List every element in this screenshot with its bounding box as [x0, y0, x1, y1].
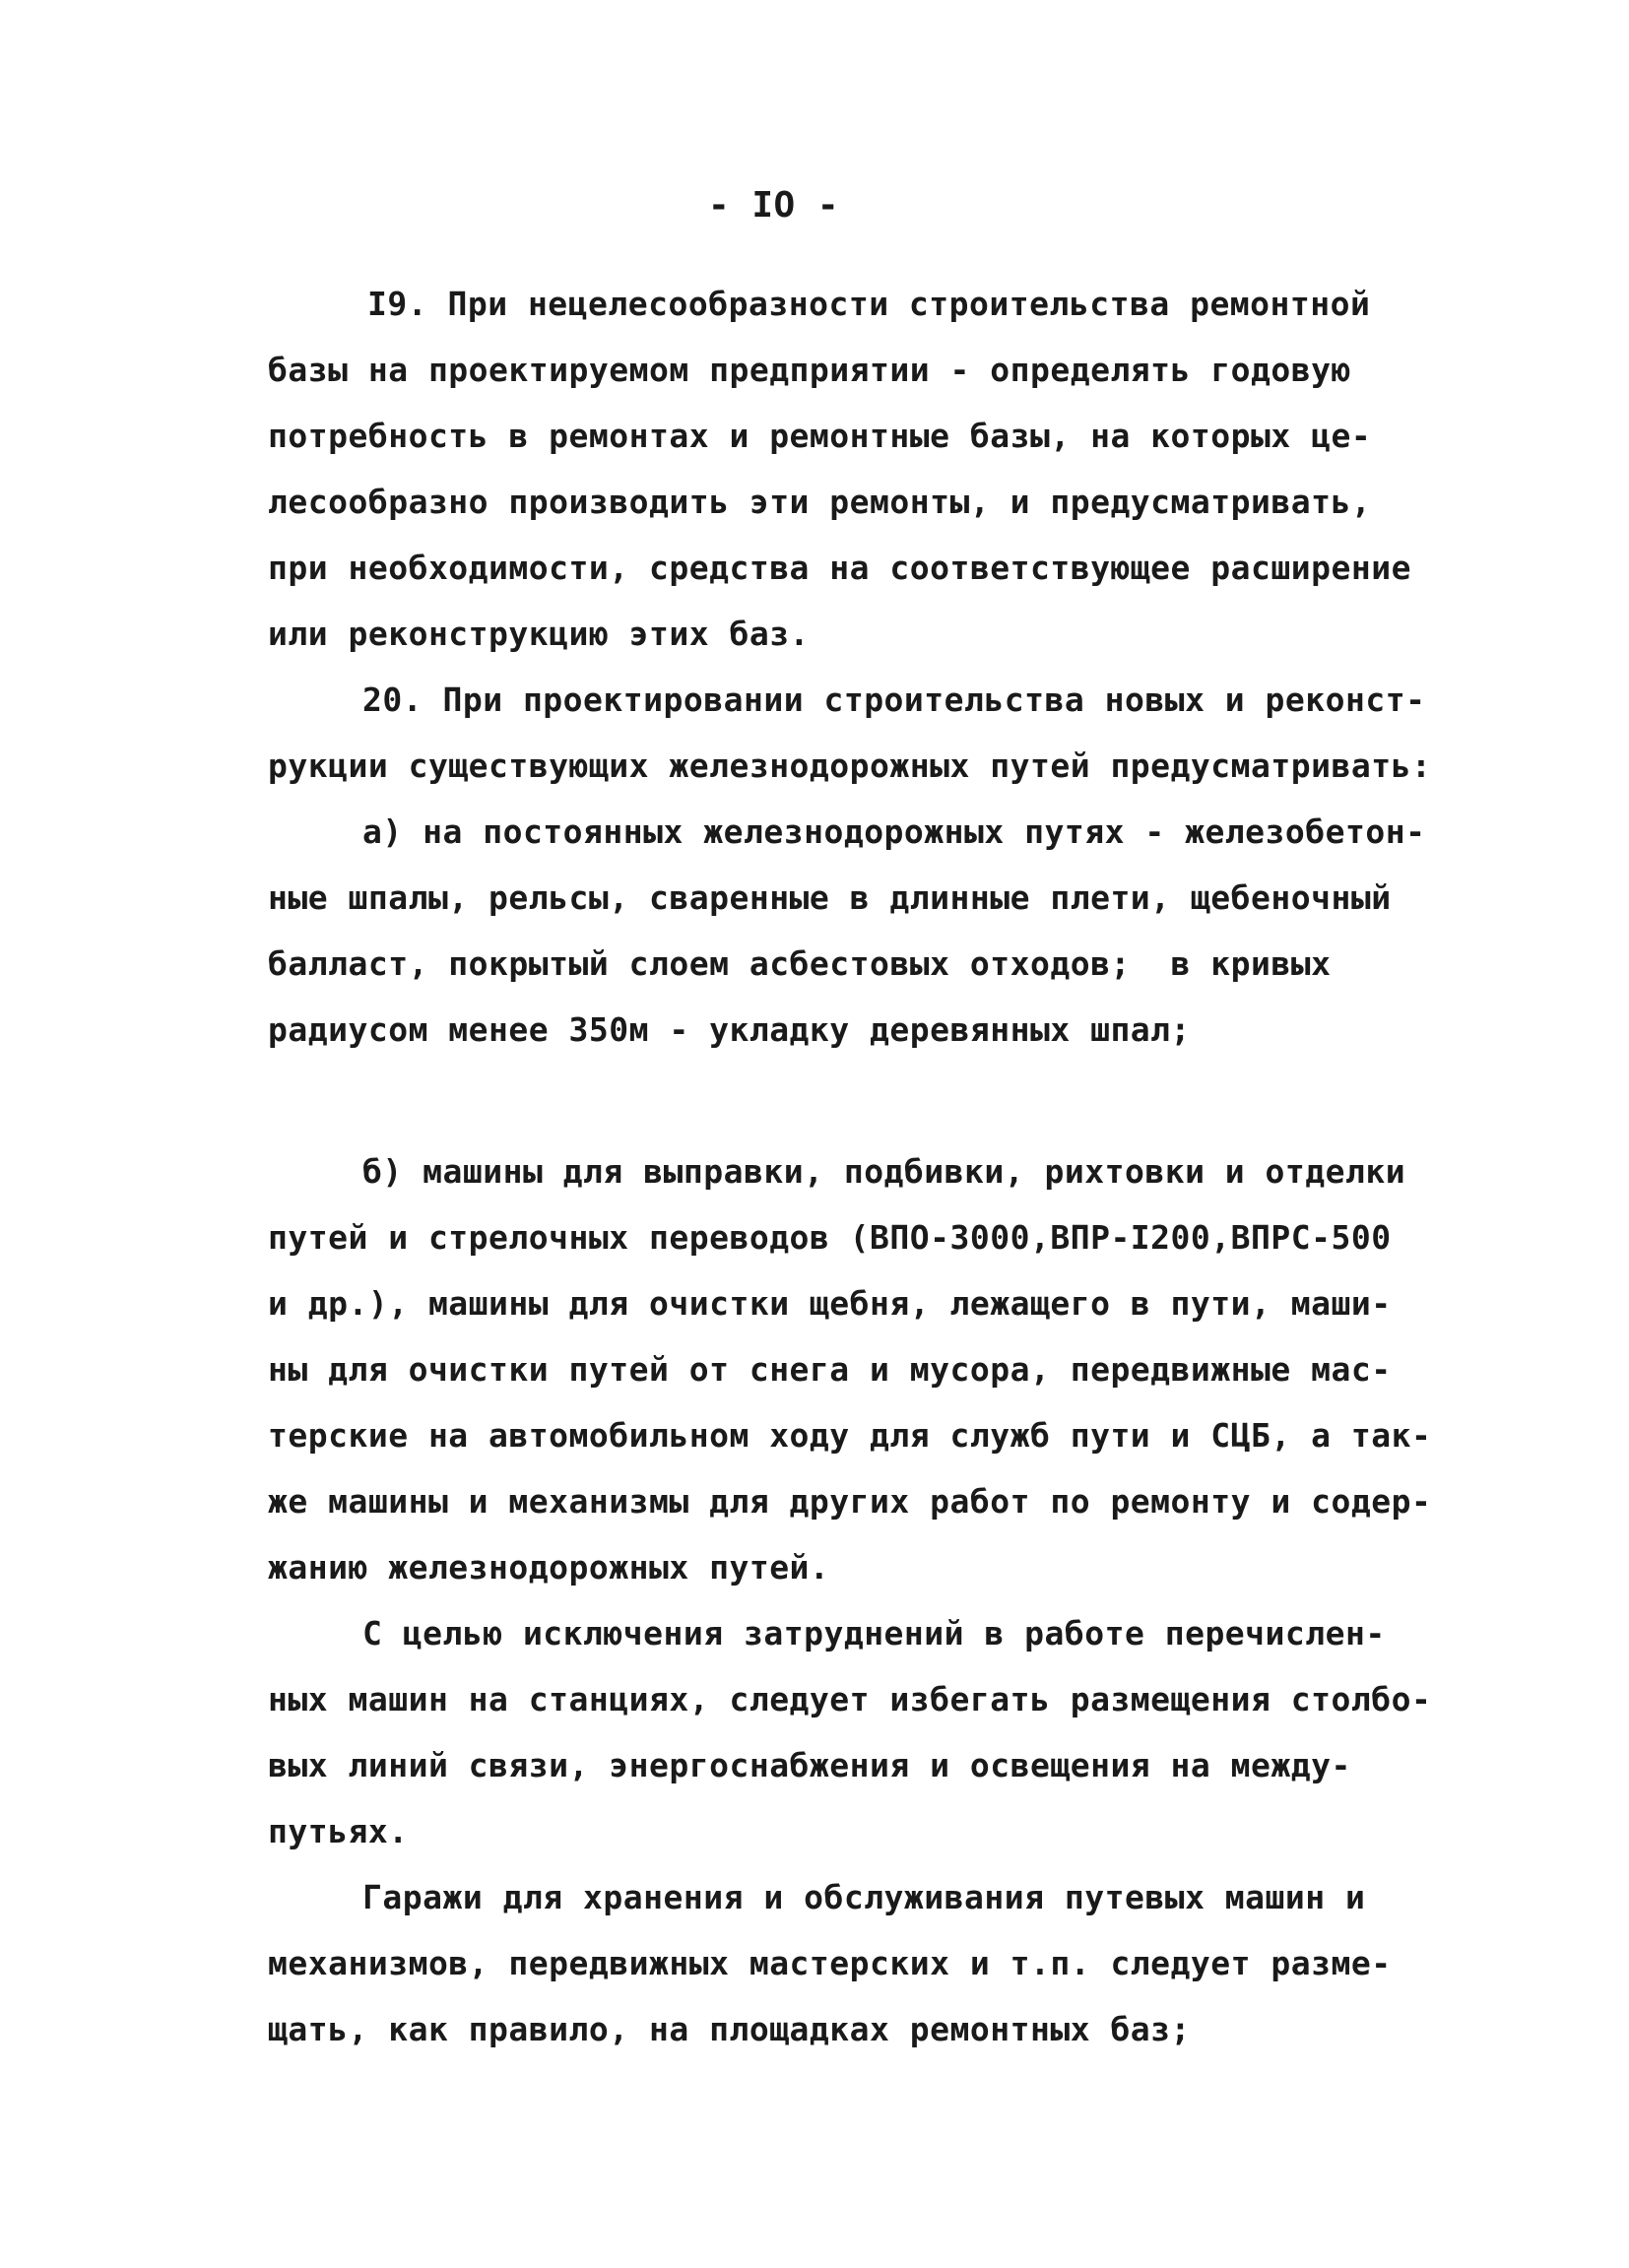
text-line: или реконструкцию этих баз. — [268, 615, 810, 653]
text-line: щать, как правило, на площадках ремонтных баз; — [268, 2010, 1191, 2048]
text-line: ные шпалы, рельсы, сваренные в длинные плети, щебеночный — [268, 878, 1392, 917]
text-line: же машины и механизмы для других работ по ремонту и содер- — [268, 1482, 1432, 1521]
text-line: вых линий связи, энергоснабжения и освещения на между- — [268, 1746, 1351, 1784]
text-line: и др.), машины для очистки щебня, лежащего в пути, маши- — [268, 1284, 1392, 1323]
text-line: Гаражи для хранения и обслуживания путевых машин и — [362, 1878, 1366, 1916]
text-line: б) машины для выправки, подбивки, рихтовки и отделки — [362, 1152, 1406, 1191]
text-line: лесообразно производить эти ремонты, и предусматривать, — [268, 483, 1372, 521]
text-line: жанию железнодорожных путей. — [268, 1548, 830, 1587]
text-line: при необходимости, средства на соответствующее расширение — [268, 549, 1411, 587]
text-line: базы на проектируемом предприятии - определять годовую — [268, 351, 1351, 389]
text-line: а) на постоянных железнодорожных путях - железобетон- — [362, 812, 1426, 851]
text-line: радиусом менее 350м - укладку деревянных шпал; — [268, 1010, 1191, 1049]
text-line: ны для очистки путей от снега и мусора, передвижные мас- — [268, 1350, 1392, 1389]
text-line: I9. При нецелесообразности строительства ремонтной — [367, 285, 1371, 323]
text-line: рукции существующих железнодорожных путей предусматривать: — [268, 746, 1432, 785]
text-line: 20. При проектировании строительства новых и реконст- — [362, 680, 1426, 719]
text-line: ных машин на станциях, следует избегать размещения столбо- — [268, 1680, 1432, 1718]
text-line: С целью исключения затруднений в работе перечислен- — [362, 1614, 1386, 1652]
text-line: путей и стрелочных переводов (ВПО-3000,ВПР-I200,ВПРС-500 — [268, 1218, 1392, 1257]
text-line: путьях. — [268, 1812, 409, 1850]
text-line: механизмов, передвижных мастерских и т.п. следует разме- — [268, 1944, 1392, 1982]
text-line: балласт, покрытый слоем асбестовых отходов; в кривых — [268, 944, 1332, 983]
text-line: потребность в ремонтах и ремонтные базы, на которых це- — [268, 417, 1372, 455]
text-line: терские на автомобильном ходу для служб пути и СЦБ, а так- — [268, 1416, 1432, 1455]
page-number: - IO - — [708, 185, 840, 226]
